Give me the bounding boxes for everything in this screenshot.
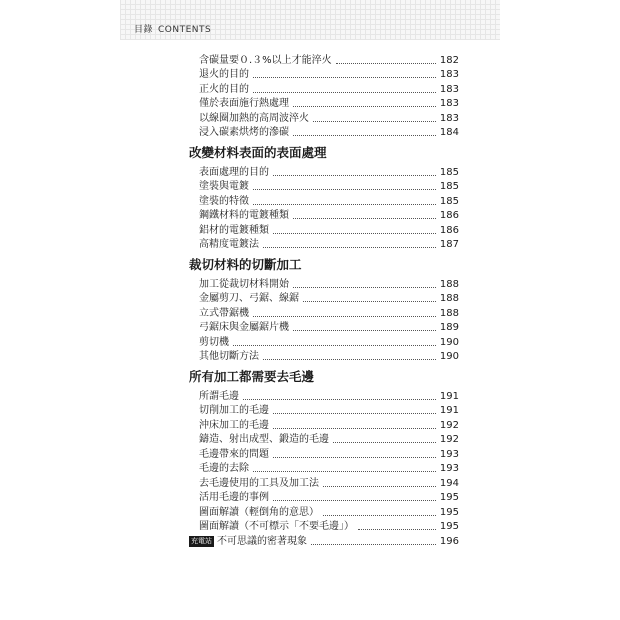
dotted-leader [273,428,436,429]
toc-page-number: 188 [439,307,459,319]
toc-entry-text: 鋼鐵材料的電鍍種類 [199,210,289,221]
toc-entry-title [189,322,289,334]
header-label-zh: 目錄 [134,25,154,35]
table-of-contents [189,52,459,548]
dotted-leader [358,529,436,530]
toc-entry[interactable] [189,52,459,67]
toc-entry-text: 塗裝的特徵 [199,195,249,207]
section-heading: 所有加工都需要去毛邊 [189,369,315,384]
toc-entry-text: 鋁材的電鍍種類 [199,224,269,236]
dotted-leader [303,301,436,302]
toc-entry-title [189,69,249,81]
toc-entry[interactable] [189,417,459,432]
toc-entry-title [189,293,299,305]
toc-page-number: 196 [439,535,459,547]
toc-page-number: 189 [439,322,459,333]
dotted-leader [293,330,436,331]
toc-entry-text: 去毛邊使用的工具及加工法 [199,477,319,489]
toc-page-number: 195 [439,521,459,532]
toc-page-number: 195 [439,492,459,503]
toc-page-number: 191 [439,390,459,402]
toc-entry[interactable] [189,388,459,403]
toc-entry-title [189,239,259,251]
toc-entry-title [189,113,309,125]
dotted-leader [253,77,436,78]
toc-entry-text: 含碳量要０.３%以上才能淬火 [199,54,332,66]
toc-entry-text: 弓鋸床與金屬鋸片機 [199,322,289,333]
toc-entry-title [189,420,269,432]
dotted-leader [293,287,436,288]
toc-entry-text: 不可思議的密著現象 [217,535,307,547]
toc-entry[interactable] [189,519,459,534]
dotted-leader [253,189,436,190]
toc-page-number: 187 [439,239,459,250]
toc-entry[interactable] [189,222,459,237]
toc-entry-text: 圖面解讀（不可標示「不要毛邊」） [199,521,354,532]
dotted-leader [253,204,436,205]
toc-entry[interactable] [189,179,459,194]
dotted-leader [253,316,436,317]
toc-entry-title [189,536,307,548]
toc-entry[interactable] [189,349,459,364]
toc-entry-text: 表面處理的目的 [199,166,269,178]
toc-entry[interactable] [189,237,459,252]
toc-entry[interactable] [189,193,459,208]
toc-entry-text: 退火的目的 [199,69,249,80]
toc-entry[interactable] [189,490,459,505]
column-badge: 充電站 [191,536,212,545]
toc-entry[interactable] [189,334,459,349]
toc-page-number: 188 [439,278,459,290]
toc-entry-title [189,98,289,110]
dotted-leader [273,233,436,234]
dotted-leader [293,106,436,107]
page-header [134,22,211,35]
section-heading: 裁切材料的切斷加工 [189,257,302,272]
toc-entry-text: 塗裝與電鍍 [199,181,249,192]
toc-entry-title [189,351,259,363]
toc-page-number: 194 [439,477,459,489]
dotted-leader [263,247,436,248]
toc-entry[interactable] [189,110,459,125]
toc-page-number: 190 [439,351,459,362]
toc-entry-text: 圖面解讀（輕倒角的意思） [199,506,319,518]
toc-entry-title [189,181,249,193]
dotted-leader [233,345,436,346]
toc-entry-title [189,478,319,490]
toc-entry-text: 剪切機 [199,336,229,348]
toc-entry-title [189,405,269,417]
toc-entry-text: 活用毛邊的事例 [199,492,269,503]
toc-entry[interactable] [189,305,459,320]
toc-page-number: 184 [439,127,459,138]
toc-page-number: 188 [439,293,459,304]
toc-page-number: 190 [439,336,459,348]
toc-entry-title [189,507,319,519]
toc-page-number: 186 [439,224,459,236]
toc-page-number: 186 [439,210,459,221]
toc-page-number: 183 [439,83,459,95]
toc-page-number: 182 [439,54,459,66]
toc-entry-title [189,391,239,403]
toc-entry-title [189,449,269,461]
toc-entry[interactable] [189,533,459,548]
toc-page-number: 183 [439,112,459,124]
toc-entry-text: 其他切斷方法 [199,351,259,362]
toc-entry[interactable] [189,320,459,335]
dotted-leader [253,92,436,93]
toc-entry-title [189,167,269,179]
toc-entry[interactable] [189,461,459,476]
dotted-leader [273,500,436,501]
toc-entry-title [189,308,249,320]
dotted-leader [333,442,436,443]
dotted-leader [263,359,436,360]
toc-page-number: 185 [439,195,459,207]
toc-entry-title [189,127,289,139]
dotted-leader [311,544,436,545]
toc-entry-text: 所謂毛邊 [199,390,239,402]
toc-entry-text: 鑄造、射出成型、鍛造的毛邊 [199,434,329,445]
toc-entry-text: 僅於表面施行熱處理 [199,98,289,109]
toc-entry-title [189,492,269,504]
toc-entry-text: 切削加工的毛邊 [199,405,269,416]
toc-entry[interactable] [189,446,459,461]
toc-entry-text: 毛邊的去除 [199,463,249,474]
toc-entry[interactable] [189,208,459,223]
toc-page-number: 195 [439,506,459,518]
toc-entry-title [189,225,269,237]
toc-entry[interactable] [189,432,459,447]
toc-page-number: 185 [439,166,459,178]
toc-entry[interactable] [189,125,459,140]
toc-entry-title [189,434,329,446]
toc-entry-title [189,463,249,475]
toc-entry-text: 毛邊帶來的問題 [199,448,269,460]
dotted-leader [253,471,436,472]
toc-entry[interactable] [189,291,459,306]
toc-entry[interactable] [189,403,459,418]
dotted-leader [313,121,436,122]
toc-entry-text: 金屬剪刀、弓鋸、線鋸 [199,293,299,304]
toc-page-number: 183 [439,69,459,80]
toc-entry-text: 加工從裁切材料開始 [199,278,289,290]
toc-page-number: 193 [439,448,459,460]
section-heading: 改變材料表面的表面處理 [189,145,327,160]
toc-page-number: 183 [439,98,459,109]
toc-entry-text: 高精度電鍍法 [199,239,259,250]
toc-page-number: 191 [439,405,459,416]
dotted-leader [323,515,436,516]
toc-entry-text: 立式帶鋸機 [199,307,249,319]
toc-entry-title [189,196,249,208]
toc-entry-title [189,279,289,291]
toc-entry-title [189,55,332,67]
header-label-en: CONTENTS [158,25,212,35]
dotted-leader [273,413,436,414]
toc-entry-title [189,84,249,96]
toc-entry-text: 以線圈加熱的高周波淬火 [199,112,309,124]
toc-page-number: 193 [439,463,459,474]
dotted-leader [293,218,436,219]
toc-entry[interactable] [189,276,459,291]
toc-entry[interactable] [189,164,459,179]
toc-entry[interactable] [189,81,459,96]
toc-entry-title [189,210,289,222]
toc-page-number: 185 [439,181,459,192]
toc-entry[interactable] [189,504,459,519]
dotted-leader [293,135,436,136]
dotted-leader [243,399,436,400]
dotted-leader [323,486,436,487]
toc-page-number: 192 [439,434,459,445]
toc-entry-title [189,337,229,349]
toc-entry-text: 浸入碳素烘烤的滲碳 [199,127,289,138]
toc-entry[interactable] [189,67,459,82]
toc-entry[interactable] [189,96,459,111]
toc-entry-title [189,521,354,533]
dotted-leader [336,63,436,64]
toc-page-number: 192 [439,419,459,431]
dotted-leader [273,175,436,176]
toc-entry[interactable] [189,475,459,490]
toc-entry-text: 沖床加工的毛邊 [199,419,269,431]
toc-entry-text: 正火的目的 [199,83,249,95]
dotted-leader [273,457,436,458]
